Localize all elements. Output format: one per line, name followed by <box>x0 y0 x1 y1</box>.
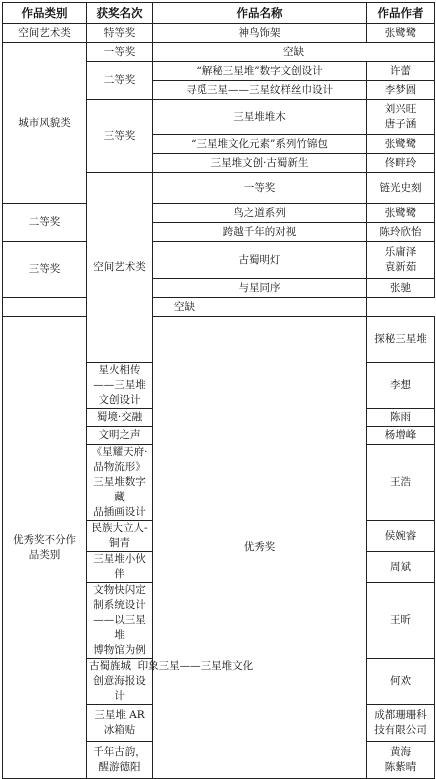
work-cell: 蜀境·交融 <box>87 409 153 427</box>
work-cell: 古蜀明灯 <box>153 242 367 279</box>
work-cell: 民族大立人-铜青 <box>87 521 153 552</box>
rank-cell: 一等奖 <box>87 43 153 62</box>
author-line: 唐子涵 <box>384 118 417 130</box>
work-cell: “解秘三星堆”数字文创设计 <box>153 62 367 81</box>
work-line: 品插画设计 <box>93 506 146 518</box>
work-cell: 与星同序 <box>153 279 367 298</box>
category-line: 品类别 <box>28 548 61 561</box>
author-cell: 陈玲欣怡 <box>367 223 435 242</box>
work-cell: 三星堆 AR 冰箱贴 <box>87 705 153 742</box>
header-category: 作品类别 <box>3 3 87 24</box>
header-rank: 获奖名次 <box>87 3 153 24</box>
work-cell: 三星堆文创·古蜀新生 <box>153 154 367 173</box>
category-line: 优秀奖不分作 <box>13 533 76 546</box>
work-line: 古蜀旌城 印象三星——三星堆文化 <box>89 660 254 672</box>
author-cell <box>367 742 435 779</box>
work-cell: 文明之声 <box>87 427 153 445</box>
author-cell: 张鹭鹭 <box>367 135 435 154</box>
work-cell: 鸟之道系列 <box>153 204 367 223</box>
author-line: 陈紫晴 <box>384 761 417 773</box>
rank-cell: 一等奖 <box>153 173 367 204</box>
author-cell <box>367 242 435 279</box>
rank-cell: 三等奖 <box>87 100 153 173</box>
work-cell <box>87 445 153 521</box>
author-cell: 杨增峰 <box>367 427 435 445</box>
author-line: 刘兴旺 <box>384 103 417 115</box>
header-row <box>3 3 435 24</box>
header-work: 作品名称 <box>153 3 367 24</box>
author-cell: 王浩 <box>367 445 435 521</box>
rank-cell: 特等奖 <box>87 24 153 43</box>
author-line: 乐庸泽 <box>384 246 417 258</box>
work-line: 文物快闪定制系统设计——以三星堆 <box>93 584 146 641</box>
category-cell: 空间艺术类 <box>3 24 87 43</box>
author-cell <box>367 705 435 742</box>
table-row <box>3 204 435 223</box>
author-line: 袁新茹 <box>384 261 417 273</box>
work-cell: 三星堆堆木 <box>153 100 367 135</box>
author-cell: 王昕 <box>367 583 435 659</box>
work-line: 创意海报设计 <box>93 675 146 702</box>
table-row <box>3 43 435 62</box>
author-cell: 张鹭鹭 <box>367 24 435 43</box>
vacant-cell: 空缺 <box>3 298 367 317</box>
work-cell: 千年古韵，醒游德阳 <box>87 742 153 779</box>
author-cell: 何欢 <box>367 659 435 705</box>
author-cell: 张鹭鹭 <box>367 204 435 223</box>
rank-cell: 优秀奖 <box>153 317 367 779</box>
author-line: 黄海 <box>390 746 411 758</box>
author-cell: 佟畔玲 <box>367 154 435 173</box>
category-cell: 空间艺术类 <box>87 173 153 363</box>
work-cell: 星火相传——三星堆文创设计 <box>87 363 153 409</box>
work-line: 《星耀天府·品物流形》三星堆数字藏 <box>91 446 148 503</box>
work-cell: 链光史刻 <box>367 173 435 204</box>
work-cell: 探秘三星堆 <box>367 317 435 363</box>
rank-cell: 二等奖 <box>87 62 153 100</box>
author-cell <box>367 100 435 135</box>
work-cell: 寻觅三星——三星纹样丝巾设计 <box>153 81 367 100</box>
table-row <box>3 242 435 279</box>
author-cell: 陈雨 <box>367 409 435 427</box>
work-cell: “三星堆文化元素”系列竹锦包 <box>153 135 367 154</box>
author-cell: 张驰 <box>367 279 435 298</box>
work-cell: 神鸟饰架 <box>153 24 367 43</box>
work-cell <box>87 583 153 659</box>
table-row <box>3 317 435 363</box>
author-cell: 侯婉睿 <box>367 521 435 552</box>
category-cell: 城市风貌类 <box>3 43 87 204</box>
awards-table <box>2 2 435 779</box>
author-cell: 李想 <box>367 363 435 409</box>
rank-cell: 二等奖 <box>3 204 87 242</box>
author-cell: 周斌 <box>367 552 435 583</box>
header-author: 作品作者 <box>367 3 435 24</box>
work-line: 博物馆为例 <box>93 644 146 656</box>
vacant-cell: 空缺 <box>153 43 435 62</box>
table-row <box>3 298 435 317</box>
author-cell: 许蕾 <box>367 62 435 81</box>
author-line: 成都珊珊科 <box>374 709 427 721</box>
rank-cell: 三等奖 <box>3 242 87 298</box>
work-cell: 三星堆小伙伴 <box>87 552 153 583</box>
author-line: 技有限公司 <box>374 724 427 736</box>
author-cell: 李梦圆 <box>367 81 435 100</box>
category-cell <box>3 317 87 779</box>
table-row <box>3 24 435 43</box>
work-cell: 跨越千年的对视 <box>153 223 367 242</box>
work-cell <box>87 659 254 705</box>
